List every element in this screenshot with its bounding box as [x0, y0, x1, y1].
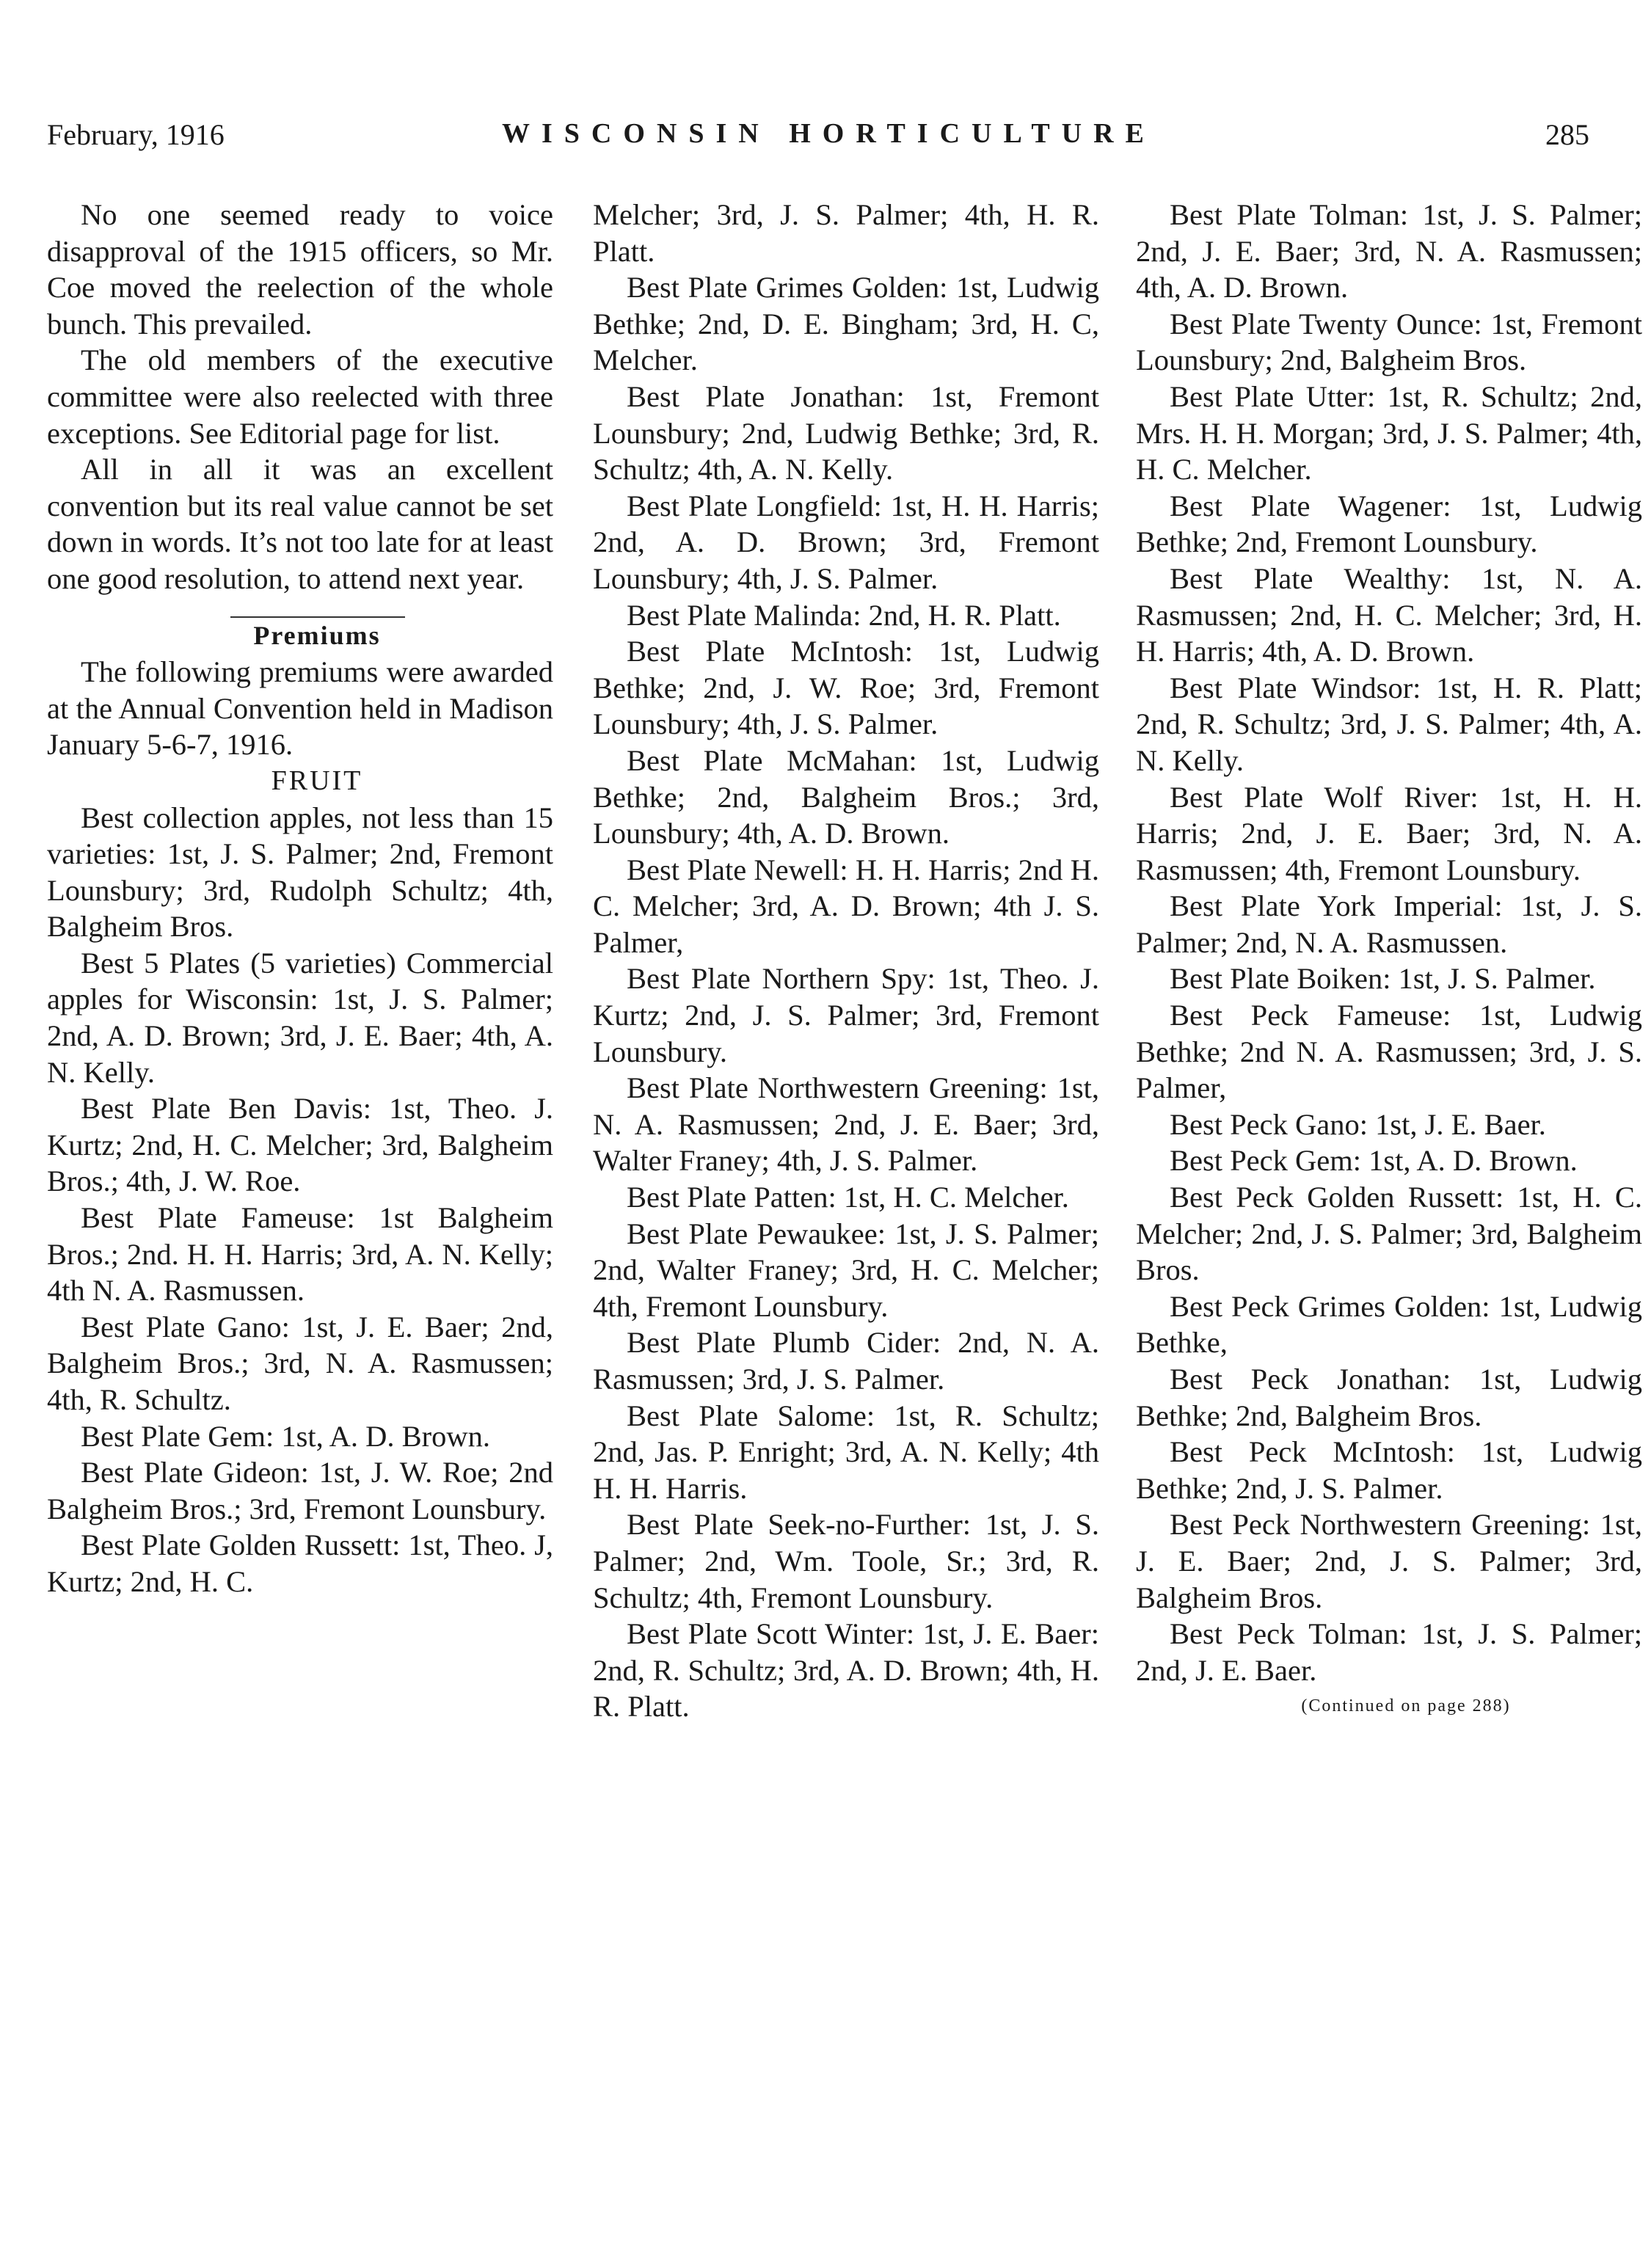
continued-note: (Continued on page 288) [1301, 1696, 1511, 1716]
premium-entry: Best Plate Patten: 1st, H. C. Melcher. [627, 1181, 1069, 1214]
section-heading-premiums: Premiums [253, 620, 381, 650]
premium-entry: Best Peck Northwestern Greening: 1st, J. E. Baer; 2nd, J. S. Palmer; 3rd, Balgheim Bros. [1136, 1508, 1642, 1614]
premium-entry: Best Peck Fameuse: 1st, Ludwig Bethke; 2nd N. A. Rasmussen; 3rd, J. S. Palmer, [1136, 999, 1642, 1105]
page-number: 285 [1545, 118, 1589, 151]
premium-entry: Best Plate Gideon: 1st, J. W. Roe; 2nd Balgheim Bros.; 3rd, Fremont Lounsbury. [47, 1456, 553, 1525]
premium-entry: Best Plate Pewaukee: 1st, J. S. Palmer; 2nd, Walter Franey; 3rd, H. C. Melcher; 4th, Fremont Lounsbury. [593, 1217, 1099, 1323]
publication-title: WISCONSIN HORTICULTURE [502, 118, 1156, 149]
column-1 [47, 197, 553, 1600]
premium-entry: Best Plate Golden Russett: 1st, Theo. J, Kurtz; 2nd, H. C. [47, 1528, 553, 1598]
premium-entry: Best Peck Tolman: 1st, J. S. Palmer; 2nd, J. E. Baer. [1136, 1617, 1642, 1687]
premium-entry: Best Plate Malinda: 2nd, H. R. Platt. [627, 598, 1061, 632]
premium-entry: Best Plate Plumb Cider: 2nd, N. A. Rasmussen; 3rd, J. S. Palmer. [593, 1326, 1099, 1396]
premium-entry: Best Peck Grimes Golden: 1st, Ludwig Bethke, [1136, 1289, 1642, 1360]
premium-entry: Best Plate Northwestern Greening: 1st, N. A. Rasmussen; 2nd, J. E. Baer; 3rd, Walter Franey; 4th, J. S. Palmer. [593, 1071, 1099, 1178]
premium-entry: Best Plate McIntosh: 1st, Ludwig Bethke; 2nd, J. W. Roe; 3rd, Fremont Lounsbury; 4th, J. S. Palmer. [593, 635, 1099, 741]
premium-entry: Best Plate Utter: 1st, R. Schultz; 2nd, Mrs. H. H. Morgan; 3rd, J. S. Palmer; 4th, H. C. Melcher. [1136, 379, 1642, 486]
premium-entry: Best Peck Gem: 1st, A. D. Brown. [1170, 1144, 1578, 1178]
premium-entry: Best Peck Jonathan: 1st, Ludwig Bethke; 2nd, Balgheim Bros. [1136, 1363, 1642, 1432]
premium-entry: Best Plate Northern Spy: 1st, Theo. J. Kurtz; 2nd, J. S. Palmer; 3rd, Fremont Lounsbury. [593, 962, 1099, 1068]
premium-entry: Best Plate Twenty Ounce: 1st, Fremont Lounsbury; 2nd, Balgheim Bros. [1136, 307, 1642, 377]
premium-entry: Best Plate Newell: H. H. Harris; 2nd H. C. Melcher; 3rd, A. D. Brown; 4th J. S. Palmer, [593, 853, 1099, 959]
premium-entry: Best Plate Jonathan: 1st, Fremont Lounsbury; 2nd, Ludwig Bethke; 3rd, R. Schultz; 4th, A. N. Kelly. [593, 379, 1099, 486]
premium-entry: Best Plate Gano: 1st, J. E. Baer; 2nd, Balgheim Bros.; 3rd, N. A. Rasmussen; 4th, R. Schultz. [47, 1310, 553, 1416]
paragraph: The following premiums were awarded at the Annual Convention held in Madison January 5-6-7, 1916. [47, 655, 553, 762]
continued-text: Melcher; 3rd, J. S. Palmer; 4th, H. R. Platt. [593, 198, 1099, 268]
premium-entry: Best Plate McMahan: 1st, Ludwig Bethke; 2nd, Balgheim Bros.; 3rd, Lounsbury; 4th, A. D. Brown. [593, 743, 1099, 850]
premium-entry: Best Peck McIntosh: 1st, Ludwig Bethke; 2nd, J. S. Palmer. [1136, 1435, 1642, 1505]
premium-entry: Best Plate Tolman: 1st, J. S. Palmer; 2nd, J. E. Baer; 3rd, N. A. Rasmussen; 4th, A. D. Brown. [1136, 198, 1642, 305]
premium-entry: Best Peck Golden Russett: 1st, H. C. Melcher; 2nd, J. S. Palmer; 3rd, Balgheim Bros. [1136, 1181, 1642, 1287]
premium-entry: Best Plate Longfield: 1st, H. H. Harris; 2nd, A. D. Brown; 3rd, Fremont Lounsbury; 4th, J. S. Palmer. [593, 489, 1099, 595]
premium-entry: Best Plate Wealthy: 1st, N. A. Rasmussen; 2nd, H. C. Melcher; 3rd, H. H. Harris; 4th, A. D. Brown. [1136, 561, 1642, 668]
paragraph: The old members of the executive committee were also reelected with three exceptions. See Editorial page for list. [47, 343, 553, 450]
running-header [47, 117, 1589, 161]
column-3 [1136, 197, 1642, 1725]
paragraph: No one seemed ready to voice disapproval of the 1915 officers, so Mr. Coe moved the reelection of the whole bunch. This prevailed. [47, 198, 553, 340]
premium-entry: Best Plate Ben Davis: 1st, Theo. J. Kurtz; 2nd, H. C. Melcher; 3rd, Balgheim Bros.; 4th, J. W. Roe. [47, 1092, 553, 1198]
premium-entry: Best 5 Plates (5 varieties) Commercial apples for Wisconsin: 1st, J. S. Palmer; 2nd, A. D. Brown; 3rd, J. E. Baer; 4th, A. N. Kelly. [47, 946, 553, 1089]
premium-entry: Best Plate Salome: 1st, R. Schultz; 2nd, Jas. P. Enright; 3rd, A. N. Kelly; 4th H. H. Harris. [593, 1399, 1099, 1505]
premium-entry: Best Plate Seek-no-Further: 1st, J. S. Palmer; 2nd, Wm. Toole, Sr.; 3rd, R. Schultz; 4th, Fremont Lounsbury. [593, 1508, 1099, 1614]
subsection-heading-fruit: FRUIT [271, 765, 363, 796]
premium-entry: Best Peck Gano: 1st, J. E. Baer. [1170, 1107, 1546, 1141]
premium-entry: Best Plate Grimes Golden: 1st, Ludwig Bethke; 2nd, D. E. Bingham; 3rd, H. C, Melcher. [593, 271, 1099, 377]
paragraph: All in all it was an excellent convention but its real value cannot be set down in words. It’s not too late for at least one good resolution, to attend next year. [47, 453, 553, 595]
premium-entry: Best Plate Boiken: 1st, J. S. Palmer. [1170, 962, 1596, 996]
premium-entry: Best Plate Wolf River: 1st, H. H. Harris; 2nd, J. E. Baer; 3rd, N. A. Rasmussen; 4th, Fremont Lounsbury. [1136, 780, 1642, 886]
premium-entry: Best collection apples, not less than 15 varieties: 1st, J. S. Palmer; 2nd, Fremont Lounsbury; 3rd, Rudolph Schultz; 4th, Balgheim Bros. [47, 801, 553, 944]
premium-entry: Best Plate Windsor: 1st, H. R. Platt; 2nd, R. Schultz; 3rd, J. S. Palmer; 4th, A. N. Kelly. [1136, 671, 1642, 777]
premium-entry: Best Plate Wagener: 1st, Ludwig Bethke; 2nd, Fremont Lounsbury. [1136, 489, 1642, 559]
issue-date: February, 1916 [47, 118, 225, 151]
premium-entry: Best Plate Fameuse: 1st Balgheim Bros.; 2nd. H. H. Harris; 3rd, A. N. Kelly; 4th N. A. Rasmussen. [47, 1201, 553, 1308]
premium-entry: Best Plate York Imperial: 1st, J. S. Palmer; 2nd, N. A. Rasmussen. [1136, 889, 1642, 959]
premium-entry: Best Plate Gem: 1st, A. D. Brown. [81, 1419, 490, 1453]
premium-entry: Best Plate Scott Winter: 1st, J. E. Baer: 2nd, R. Schultz; 3rd, A. D. Brown; 4th, H. R. Platt. [593, 1617, 1099, 1724]
column-2 [593, 197, 1099, 1725]
